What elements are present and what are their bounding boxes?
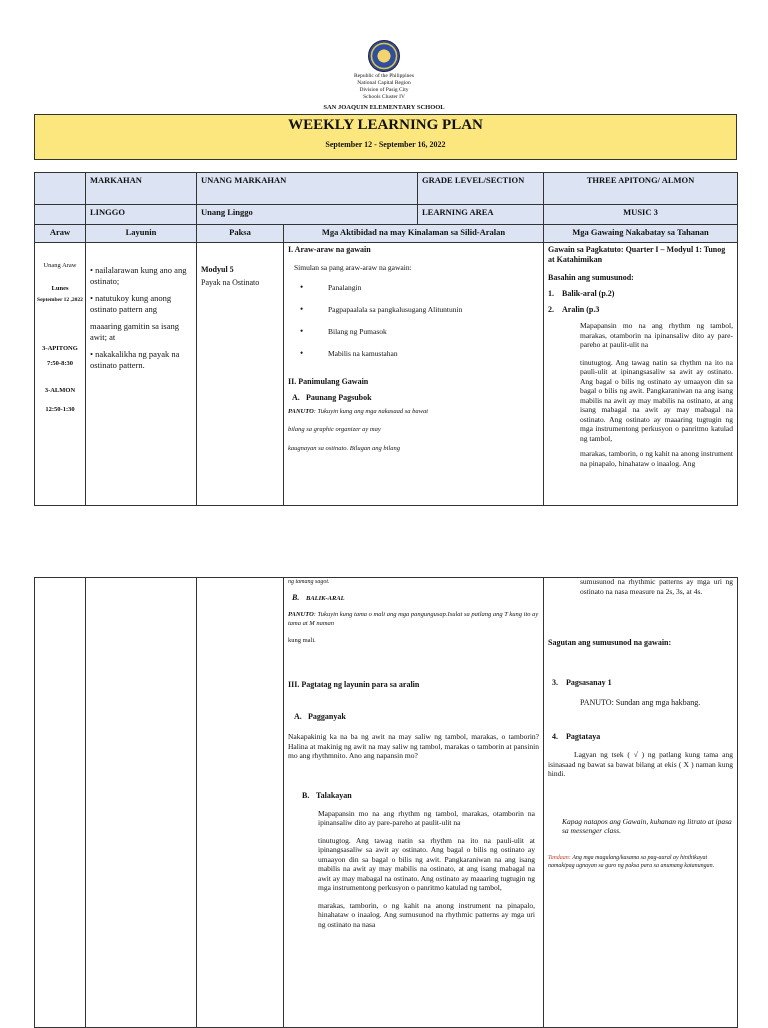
kapag-natapos-text: Kapag natapos ang Gawain, kuhanan ng litrato at ipasa sa messenger class.: [562, 816, 732, 835]
araw-apitong-time: 7:50-8:30: [47, 360, 73, 367]
pagganyak-text: Nakapakinig ka na ba ng awit na may saliw ng tambol, marakas, o tamborin? Halina at makinig ng awit na may saliw ng tambol, marakas o tamborin at pansinin mo ang rhythmnito. Ano ang napansin mo?: [288, 732, 539, 760]
panuto-paunang-3: kaugnayan sa ostinato. Bilugan ang bilang: [288, 445, 400, 452]
aralin-para-2: tinutugtog. Ang tawag natin sa rhythm na ito na pauli-ulit at ipinangsasaliw sa awit ay ostinato. Ang bagal o bilis ng ostinato ay umaayon din sa bagal o bilis ng awit. Pangkaraniwan na ang isang mabilis na awit ay may mabilis na ostinato, at ang isang mabagal na awit ay may mabagal na ostinato. Ang ostinato ay maaaring tugtugin ng mga instrumentong perkusyon o panritmo katulad ng tambol,: [580, 357, 734, 443]
panuto-paunang-2: bilang sa graphic organizer ay may: [288, 426, 381, 433]
plan-table-page1: [34, 172, 738, 506]
linggo-value: Unang Linggo: [197, 205, 418, 225]
layunin-cell-cont: [86, 578, 197, 1028]
araw-almon: 3-ALMON: [44, 387, 76, 394]
pagtataya-item: 4. Pagtataya: [552, 732, 601, 741]
layunin-item-3: maaaring gamitin sa isang awit; at: [90, 321, 179, 342]
silid-cell-1: [284, 243, 544, 506]
aralin-para-3: marakas, tamborin, o ng kahit na anong instrument na pinapalo, hinahataw o inaalog. Ang: [580, 449, 734, 468]
araw-cell-cont: [35, 578, 86, 1028]
layunin-cell: [86, 243, 197, 506]
pagtatag-heading: III. Pagtatag ng layunin para sa aralin: [288, 680, 420, 689]
araw-unang: Unang Araw: [43, 262, 77, 269]
basahin-label: Basahin ang sumusunod:: [548, 273, 634, 282]
talakayan-para-3: marakas, tamborin, o ng kahit na anong instrument na pinapalo, hinahataw o inaalog. Ang sumusunod na rhythmic patterns ay mga uri ng ostinato na nasa: [318, 900, 535, 929]
tandaan-text: Tandaan: Ang mga magulang/kasama sa pag-aaral ay hinihikayat namakipag ugnayan sa guro ng paksa para sa anumang katanungan.: [548, 854, 715, 869]
balik-aral-item: 1. Balik-aral (p.2): [548, 289, 615, 298]
panuto-paunang: PANUTO: Tukuyin kung ang mga nakasaad sa bawat: [288, 408, 429, 415]
col-header-layunin: Layunin: [86, 225, 197, 243]
col-header-araw: Araw: [35, 225, 86, 243]
aralin-para-1: Mapapansin mo na ang rhythm ng tambol, marakas, otamborin na ipinansaliw dito ay pare-pareho at paulit-ulit na: [580, 321, 734, 349]
pagsasanay-item: 3. Pagsasanay 1: [552, 678, 612, 687]
araw-cell: [35, 243, 86, 506]
school-name: SAN JOAQUIN ELEMENTARY SCHOOL: [323, 104, 445, 111]
col-header-paksa: Paksa: [197, 225, 284, 243]
gawain-heading: Gawain sa Pagkatuto: Quarter I – Modyul 1: Tunog at Katahimikan: [548, 245, 726, 264]
silid-intro: Simulan sa pang araw-araw na gawain:: [294, 263, 412, 272]
tamang-sagot-text: ng tamang sagot.: [288, 579, 330, 585]
daily-routine-list: [288, 283, 539, 359]
balik-aral-heading: B. BALIK-ARAL: [292, 593, 345, 602]
region-line: National Capital Region: [357, 80, 411, 86]
aralin-item: 2. Aralin (p.3: [548, 305, 600, 314]
panimulang-gawain-heading: II. Panimulang Gawain: [288, 377, 369, 386]
info-cell-blank: [35, 173, 86, 205]
silid-cell-2: [284, 578, 544, 1028]
paksa-modyul: Modyul 5: [201, 265, 234, 274]
paksa-title: Payak na Ostinato: [201, 278, 260, 287]
markahan-value: UNANG MARKAHAN: [197, 173, 418, 205]
layunin-item-2: • natutukoy kung anong ostinato pattern ang: [90, 293, 172, 314]
plan-title: WEEKLY LEARNING PLAN: [288, 117, 483, 133]
talakayan-para-2: tinutugtog. Ang tawag natin sa rhythm na ito na pauli-ulit at ipinangsasaliw sa awit ay ostinato. Ang bagal o bilis ng ostinato ay umaayon din sa bagal o bilis ng awit. Pangkaraniwan na ang isang mabilis na awit ay may mabilis na ostinato, at ang isang mabagal na awit ay may mabagal na ostinato. Ang ostinato ay maaaring tugtugin ng mga instrumentong perkusyon o panritmo katulad ng tambol,: [318, 835, 535, 892]
paunang-pagsubok-heading: A. Paunang Pagsubok: [292, 393, 372, 402]
cluster-line: Schools Cluster IV: [363, 94, 405, 100]
markahan-label: MARKAHAN: [86, 173, 197, 205]
paksa-cell: [197, 243, 284, 506]
col-header-tahanan: Mga Gawaing Nakabatay sa Tahanan: [544, 225, 738, 243]
layunin-item-4: • nakakalikha ng payak na ostinato pattern.: [90, 349, 180, 370]
tahanan-cont-text: sumusunod na rhythmic patterns ay mga uri ng ostinato na nasa measure na 2s, 3s, at 4s.: [580, 577, 733, 596]
tahanan-cell-1: [544, 243, 738, 506]
list-item: • Panalangin: [288, 283, 539, 293]
panuto-balik-aral: PANUTO: Tukuyin kung tama o mali ang mga pangungusap.Isulat sa patlang ang T kung ito ay tama at M naman: [288, 611, 539, 627]
linggo-label: LINGGO: [86, 205, 197, 225]
layunin-item-1: • nailalarawan kung ano ang ostinato;: [90, 265, 187, 286]
pagganyak-heading: A. Pagganyak: [294, 712, 346, 721]
pagsasanay-panuto: PANUTO: Sundan ang mga hakbang.: [580, 698, 701, 707]
division-line: Division of Pasig City: [359, 87, 409, 93]
araw-lunes: Lunes: [51, 285, 69, 292]
talakayan-heading: B. Talakayan: [302, 790, 352, 800]
grade-value: THREE APITONG/ ALMON: [544, 173, 738, 205]
grade-label: GRADE LEVEL/SECTION: [418, 173, 544, 205]
list-item: • Mabilis na kamustahan: [288, 349, 539, 359]
republic-line: Republic of the Philippines: [353, 73, 415, 79]
tahanan-cell-2: [544, 578, 738, 1028]
area-value: MUSIC 3: [544, 205, 738, 225]
info-cell-blank-2: [35, 205, 86, 225]
silid-araw-araw-heading: I. Araw-araw na gawain: [288, 245, 371, 254]
list-item: • Pagpapaalala sa pangkalusugang Alituntunin: [288, 305, 539, 315]
plan-dates: September 12 - September 16, 2022: [325, 140, 446, 149]
talakayan-para-1: Mapapansin mo na ang rhythm ng tambol, marakas, otamborin na ipinansaliw dito ay pare-pareho at paulit-ulit na: [318, 808, 535, 827]
sagutan-label: Sagutan ang sumusunod na gawain:: [548, 638, 672, 647]
list-item: • Bilang ng Pumasok: [288, 327, 539, 337]
pagtataya-text: Lagyan ng tsek ( √ ) ng patlang kung tama ang isinasaad ng bawat sa bawat bilang at ekis ( X ) naman kung hindi.: [548, 750, 733, 778]
deped-seal-logo: [368, 40, 400, 72]
paksa-cell-cont: [197, 578, 284, 1028]
kung-mali-text: kung mali.: [288, 637, 316, 644]
araw-apitong: 3-APITONG: [42, 345, 78, 352]
plan-title-box: [34, 114, 737, 160]
area-label: LEARNING AREA: [418, 205, 544, 225]
col-header-silid: Mga Aktibidad na may Kinalaman sa Silid-Aralan: [284, 225, 544, 243]
plan-table-page2: [34, 577, 738, 1028]
araw-date: September 12 ,2022: [37, 297, 83, 303]
araw-almon-time: 12:50-1:30: [45, 406, 75, 413]
